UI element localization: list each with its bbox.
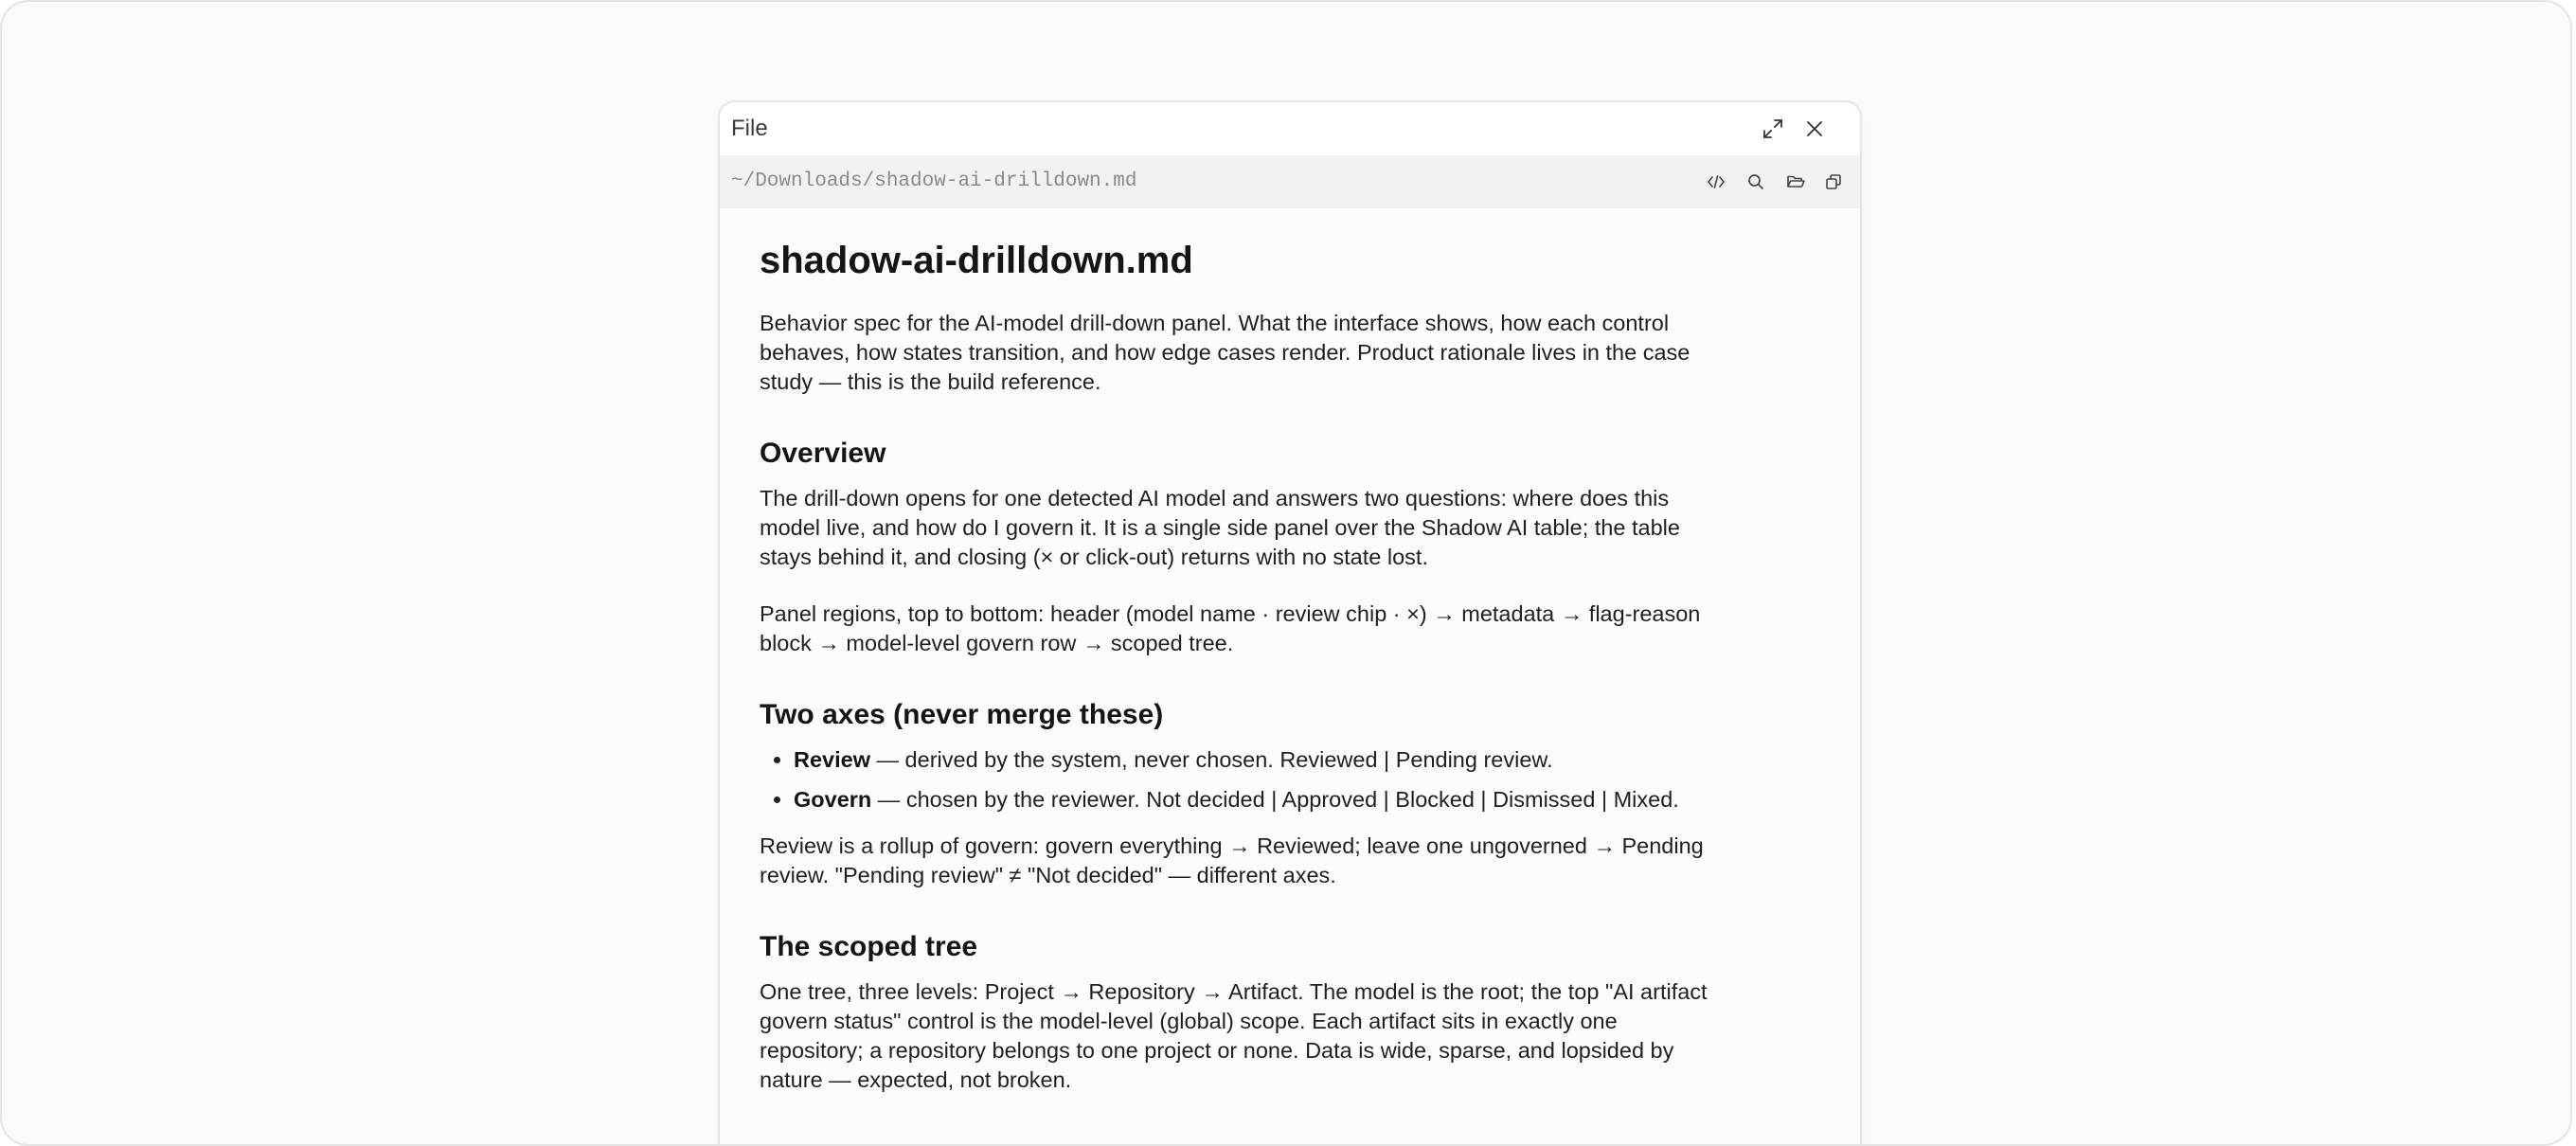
search-icon [1746,172,1765,191]
window-title: File [731,116,768,141]
review-description: — derived by the system, never chosen. Reviewed | Pending review. [870,747,1553,772]
folder-open-icon [1786,172,1806,191]
close-button[interactable] [1799,114,1830,144]
close-icon [1804,118,1825,139]
term-govern: Govern [794,787,872,812]
open-folder-button[interactable] [1780,167,1811,197]
file-viewer-window [718,100,1862,1146]
file-path: ~/Downloads/shadow-ai-drilldown.md [731,170,1137,192]
doc-title: shadow-ai-drilldown.md [760,240,1193,281]
view-source-button[interactable] [1701,167,1731,197]
search-button[interactable] [1741,167,1771,197]
govern-description: — chosen by the reviewer. Not decided | Approved | Blocked | Dismissed | Mixed. [871,787,1679,812]
tree-paragraph: One tree, three levels: Project → Repository → Artifact. The model is the root; the top "AI artifact govern status" control is the model-level (global) scope. Each artifact sits in exactly one repository; a repository belongs to one project or none. Data is wide, sparse, and lopsided by nature — expected, not broken. [760,979,1708,1092]
overview-paragraph-1: The drill-down opens for one detected AI model and answers two questions: where does this model live, and how do I govern it. It is a single side panel over the Shadow AI table; the table stays behind it, and closing (× or click-out) returns with no state lost. [760,486,1680,569]
overview-heading: Overview [760,438,886,469]
list-item-govern [794,785,1726,815]
overview-paragraph-2: Panel regions, top to bottom: header (model name · review chip · ×) → metadata → flag-reason block → model-level govern row → scoped tree. [760,601,1701,655]
list-item-review [794,745,1726,775]
markdown-content [760,208,1726,1095]
axes-paragraph: Review is a rollup of govern: govern everything → Reviewed; leave one ungoverned → Pending review. "Pending review" ≠ "Not decided" — different axes. [760,833,1704,887]
window-titlebar [720,102,1860,155]
tree-heading: The scoped tree [760,931,978,962]
expand-icon [1762,117,1784,140]
axes-list [760,745,1726,815]
path-bar [720,155,1860,208]
copy-icon [1824,172,1843,191]
axes-heading: Two axes (never merge these) [760,699,1164,730]
expand-button[interactable] [1758,114,1788,144]
code-icon [1707,172,1726,191]
intro-paragraph: Behavior spec for the AI-model drill-down panel. What the interface shows, how each control behaves, how states transition, and how edge cases render. Product rationale lives in the case study — this is the build reference. [760,311,1690,394]
copy-button[interactable] [1818,167,1849,197]
term-review: Review [794,747,870,772]
